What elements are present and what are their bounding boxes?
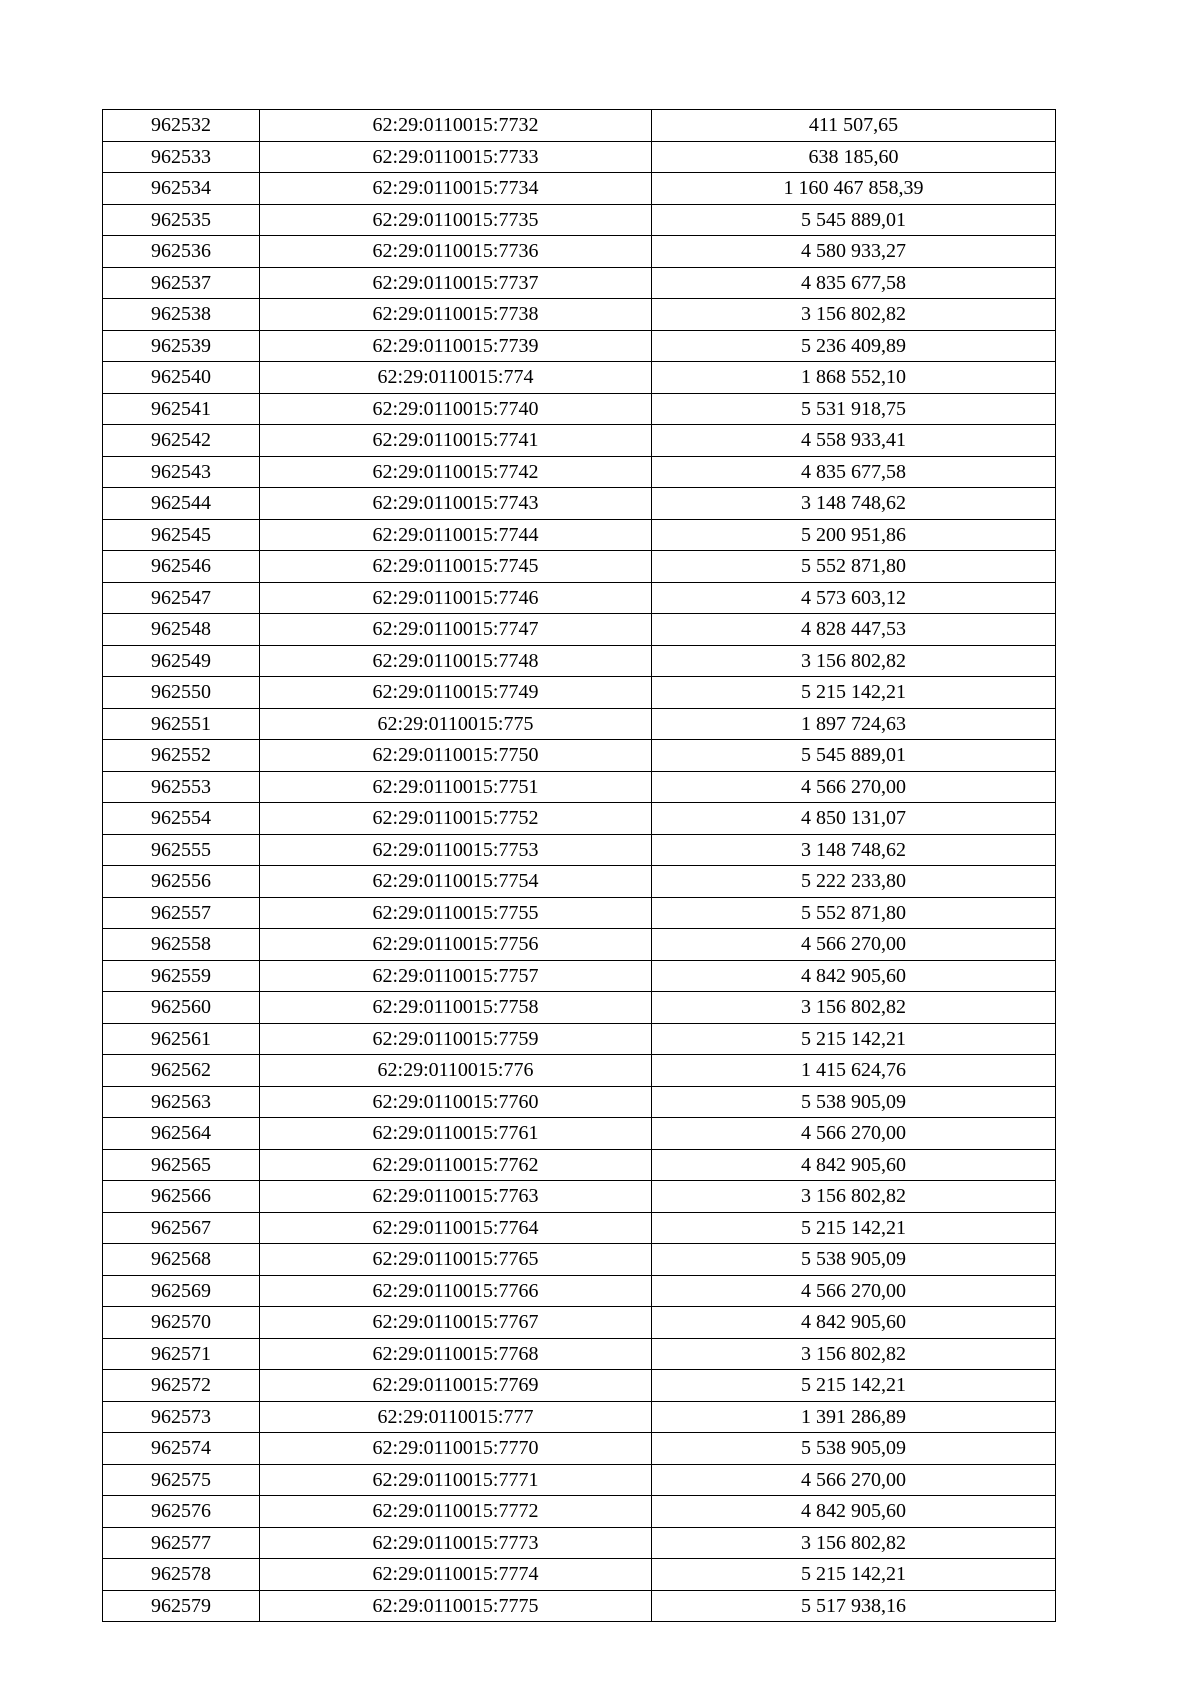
table-row — [103, 1055, 1056, 1087]
cadastral-number-cell: 62:29:0110015:7768 — [260, 1338, 652, 1370]
cadastral-number-cell: 62:29:0110015:7736 — [260, 236, 652, 268]
cadastral-value-cell: 1 415 624,76 — [652, 1055, 1056, 1087]
row-number-cell: 962577 — [103, 1527, 260, 1559]
cadastral-value-cell: 1 897 724,63 — [652, 708, 1056, 740]
cadastral-value-cell: 4 566 270,00 — [652, 771, 1056, 803]
table-row — [103, 330, 1056, 362]
cadastral-number-cell: 62:29:0110015:7764 — [260, 1212, 652, 1244]
cadastral-value-cell: 4 573 603,12 — [652, 582, 1056, 614]
cadastral-number-cell: 62:29:0110015:7739 — [260, 330, 652, 362]
table-row — [103, 708, 1056, 740]
cadastral-value-cell: 411 507,65 — [652, 110, 1056, 142]
row-number-cell: 962551 — [103, 708, 260, 740]
table-row — [103, 960, 1056, 992]
table-row — [103, 1086, 1056, 1118]
table-row — [103, 425, 1056, 457]
table-row — [103, 1464, 1056, 1496]
table-row — [103, 1559, 1056, 1591]
table-row — [103, 1433, 1056, 1465]
cadastral-number-cell: 62:29:0110015:775 — [260, 708, 652, 740]
table-row — [103, 1275, 1056, 1307]
cadastral-value-cell: 5 236 409,89 — [652, 330, 1056, 362]
row-number-cell: 962545 — [103, 519, 260, 551]
row-number-cell: 962571 — [103, 1338, 260, 1370]
cadastral-number-cell: 62:29:0110015:7757 — [260, 960, 652, 992]
cadastral-number-cell: 62:29:0110015:7771 — [260, 1464, 652, 1496]
row-number-cell: 962540 — [103, 362, 260, 394]
table-row — [103, 645, 1056, 677]
cadastral-value-cell: 4 566 270,00 — [652, 1464, 1056, 1496]
table-row — [103, 582, 1056, 614]
row-number-cell: 962573 — [103, 1401, 260, 1433]
cadastral-number-cell: 62:29:0110015:7767 — [260, 1307, 652, 1339]
table-row — [103, 771, 1056, 803]
cadastral-value-cell: 3 156 802,82 — [652, 299, 1056, 331]
cadastral-value-cell: 3 148 748,62 — [652, 834, 1056, 866]
row-number-cell: 962536 — [103, 236, 260, 268]
row-number-cell: 962539 — [103, 330, 260, 362]
table-row — [103, 393, 1056, 425]
cadastral-value-cell: 4 566 270,00 — [652, 1118, 1056, 1150]
row-number-cell: 962576 — [103, 1496, 260, 1528]
row-number-cell: 962569 — [103, 1275, 260, 1307]
row-number-cell: 962534 — [103, 173, 260, 205]
table-row — [103, 677, 1056, 709]
row-number-cell: 962546 — [103, 551, 260, 583]
table-row — [103, 1370, 1056, 1402]
cadastral-number-cell: 62:29:0110015:7737 — [260, 267, 652, 299]
cadastral-number-cell: 62:29:0110015:7740 — [260, 393, 652, 425]
table-row — [103, 204, 1056, 236]
row-number-cell: 962541 — [103, 393, 260, 425]
table-row — [103, 456, 1056, 488]
row-number-cell: 962564 — [103, 1118, 260, 1150]
row-number-cell: 962549 — [103, 645, 260, 677]
row-number-cell: 962579 — [103, 1590, 260, 1622]
row-number-cell: 962563 — [103, 1086, 260, 1118]
cadastral-value-cell: 5 552 871,80 — [652, 551, 1056, 583]
cadastral-value-cell: 3 148 748,62 — [652, 488, 1056, 520]
cadastral-value-cell: 5 215 142,21 — [652, 1212, 1056, 1244]
row-number-cell: 962552 — [103, 740, 260, 772]
cadastral-value-cell: 5 215 142,21 — [652, 1559, 1056, 1591]
cadastral-number-cell: 62:29:0110015:7760 — [260, 1086, 652, 1118]
table-row — [103, 236, 1056, 268]
cadastral-value-cell: 4 828 447,53 — [652, 614, 1056, 646]
cadastral-value-cell: 4 850 131,07 — [652, 803, 1056, 835]
table-row — [103, 1023, 1056, 1055]
table-row — [103, 866, 1056, 898]
cadastral-number-cell: 62:29:0110015:7743 — [260, 488, 652, 520]
row-number-cell: 962542 — [103, 425, 260, 457]
cadastral-number-cell: 62:29:0110015:7733 — [260, 141, 652, 173]
table-row — [103, 1338, 1056, 1370]
cadastral-number-cell: 62:29:0110015:776 — [260, 1055, 652, 1087]
cadastral-number-cell: 62:29:0110015:7732 — [260, 110, 652, 142]
table-row — [103, 1527, 1056, 1559]
row-number-cell: 962535 — [103, 204, 260, 236]
table-row — [103, 803, 1056, 835]
row-number-cell: 962554 — [103, 803, 260, 835]
cadastral-number-cell: 62:29:0110015:7772 — [260, 1496, 652, 1528]
cadastral-value-cell: 5 545 889,01 — [652, 740, 1056, 772]
cadastral-value-cell: 4 842 905,60 — [652, 1149, 1056, 1181]
table-row — [103, 1181, 1056, 1213]
table-row — [103, 1496, 1056, 1528]
row-number-cell: 962570 — [103, 1307, 260, 1339]
table-row — [103, 614, 1056, 646]
cadastral-number-cell: 62:29:0110015:7761 — [260, 1118, 652, 1150]
cadastral-number-cell: 62:29:0110015:7770 — [260, 1433, 652, 1465]
cadastral-value-cell: 5 215 142,21 — [652, 1370, 1056, 1402]
row-number-cell: 962553 — [103, 771, 260, 803]
cadastral-value-cell: 4 835 677,58 — [652, 267, 1056, 299]
table-row — [103, 267, 1056, 299]
cadastral-value-cell: 4 842 905,60 — [652, 960, 1056, 992]
cadastral-value-cell: 5 222 233,80 — [652, 866, 1056, 898]
table-row — [103, 992, 1056, 1024]
row-number-cell: 962566 — [103, 1181, 260, 1213]
row-number-cell: 962568 — [103, 1244, 260, 1276]
row-number-cell: 962547 — [103, 582, 260, 614]
table-row — [103, 1212, 1056, 1244]
table-row — [103, 362, 1056, 394]
cadastral-number-cell: 62:29:0110015:7756 — [260, 929, 652, 961]
row-number-cell: 962561 — [103, 1023, 260, 1055]
cadastral-number-cell: 62:29:0110015:7754 — [260, 866, 652, 898]
cadastral-number-cell: 62:29:0110015:7765 — [260, 1244, 652, 1276]
cadastral-value-cell: 638 185,60 — [652, 141, 1056, 173]
cadastral-number-cell: 62:29:0110015:7746 — [260, 582, 652, 614]
cadastral-value-cell: 4 842 905,60 — [652, 1307, 1056, 1339]
cadastral-number-cell: 62:29:0110015:7748 — [260, 645, 652, 677]
row-number-cell: 962543 — [103, 456, 260, 488]
cadastral-value-cell: 3 156 802,82 — [652, 1527, 1056, 1559]
row-number-cell: 962550 — [103, 677, 260, 709]
table-row — [103, 173, 1056, 205]
cadastral-value-cell: 3 156 802,82 — [652, 992, 1056, 1024]
table-row — [103, 141, 1056, 173]
table-row — [103, 1149, 1056, 1181]
row-number-cell: 962578 — [103, 1559, 260, 1591]
row-number-cell: 962575 — [103, 1464, 260, 1496]
table-row — [103, 897, 1056, 929]
cadastral-number-cell: 62:29:0110015:7744 — [260, 519, 652, 551]
row-number-cell: 962557 — [103, 897, 260, 929]
cadastral-number-cell: 62:29:0110015:7745 — [260, 551, 652, 583]
table-row — [103, 519, 1056, 551]
table-row — [103, 1590, 1056, 1622]
table-row — [103, 1307, 1056, 1339]
cadastral-number-cell: 62:29:0110015:7747 — [260, 614, 652, 646]
cadastral-value-cell: 1 391 286,89 — [652, 1401, 1056, 1433]
cadastral-value-cell: 5 538 905,09 — [652, 1244, 1056, 1276]
row-number-cell: 962558 — [103, 929, 260, 961]
cadastral-value-cell: 5 531 918,75 — [652, 393, 1056, 425]
cadastral-value-cell: 5 215 142,21 — [652, 677, 1056, 709]
table-row — [103, 110, 1056, 142]
cadastral-number-cell: 62:29:0110015:7773 — [260, 1527, 652, 1559]
row-number-cell: 962565 — [103, 1149, 260, 1181]
cadastral-value-cell: 5 538 905,09 — [652, 1433, 1056, 1465]
table-body — [103, 110, 1056, 1622]
cadastral-number-cell: 62:29:0110015:777 — [260, 1401, 652, 1433]
cadastral-number-cell: 62:29:0110015:7775 — [260, 1590, 652, 1622]
row-number-cell: 962533 — [103, 141, 260, 173]
cadastral-value-cell: 4 580 933,27 — [652, 236, 1056, 268]
cadastral-number-cell: 62:29:0110015:7753 — [260, 834, 652, 866]
row-number-cell: 962572 — [103, 1370, 260, 1402]
cadastral-value-table — [102, 109, 1056, 1622]
cadastral-number-cell: 62:29:0110015:7751 — [260, 771, 652, 803]
cadastral-number-cell: 62:29:0110015:7752 — [260, 803, 652, 835]
cadastral-value-cell: 3 156 802,82 — [652, 1181, 1056, 1213]
row-number-cell: 962556 — [103, 866, 260, 898]
cadastral-number-cell: 62:29:0110015:7763 — [260, 1181, 652, 1213]
row-number-cell: 962567 — [103, 1212, 260, 1244]
row-number-cell: 962555 — [103, 834, 260, 866]
cadastral-value-cell: 5 545 889,01 — [652, 204, 1056, 236]
row-number-cell: 962562 — [103, 1055, 260, 1087]
cadastral-number-cell: 62:29:0110015:7769 — [260, 1370, 652, 1402]
row-number-cell: 962532 — [103, 110, 260, 142]
cadastral-number-cell: 62:29:0110015:7755 — [260, 897, 652, 929]
row-number-cell: 962538 — [103, 299, 260, 331]
cadastral-value-cell: 5 215 142,21 — [652, 1023, 1056, 1055]
table-row — [103, 299, 1056, 331]
cadastral-number-cell: 62:29:0110015:7738 — [260, 299, 652, 331]
cadastral-value-cell: 1 160 467 858,39 — [652, 173, 1056, 205]
row-number-cell: 962574 — [103, 1433, 260, 1465]
cadastral-value-cell: 4 842 905,60 — [652, 1496, 1056, 1528]
row-number-cell: 962544 — [103, 488, 260, 520]
cadastral-value-cell: 3 156 802,82 — [652, 645, 1056, 677]
cadastral-value-cell: 4 558 933,41 — [652, 425, 1056, 457]
cadastral-number-cell: 62:29:0110015:7766 — [260, 1275, 652, 1307]
cadastral-value-cell: 4 835 677,58 — [652, 456, 1056, 488]
cadastral-number-cell: 62:29:0110015:7749 — [260, 677, 652, 709]
cadastral-value-cell: 3 156 802,82 — [652, 1338, 1056, 1370]
cadastral-value-cell: 1 868 552,10 — [652, 362, 1056, 394]
cadastral-number-cell: 62:29:0110015:7742 — [260, 456, 652, 488]
table-row — [103, 1244, 1056, 1276]
cadastral-number-cell: 62:29:0110015:774 — [260, 362, 652, 394]
cadastral-value-cell: 4 566 270,00 — [652, 929, 1056, 961]
cadastral-value-cell: 5 552 871,80 — [652, 897, 1056, 929]
cadastral-value-cell: 5 517 938,16 — [652, 1590, 1056, 1622]
row-number-cell: 962559 — [103, 960, 260, 992]
cadastral-value-cell: 5 538 905,09 — [652, 1086, 1056, 1118]
row-number-cell: 962560 — [103, 992, 260, 1024]
cadastral-number-cell: 62:29:0110015:7759 — [260, 1023, 652, 1055]
cadastral-value-cell: 4 566 270,00 — [652, 1275, 1056, 1307]
table-row — [103, 488, 1056, 520]
cadastral-number-cell: 62:29:0110015:7762 — [260, 1149, 652, 1181]
table-row — [103, 1118, 1056, 1150]
cadastral-number-cell: 62:29:0110015:7741 — [260, 425, 652, 457]
table-row — [103, 834, 1056, 866]
cadastral-number-cell: 62:29:0110015:7750 — [260, 740, 652, 772]
cadastral-number-cell: 62:29:0110015:7758 — [260, 992, 652, 1024]
table-row — [103, 740, 1056, 772]
row-number-cell: 962548 — [103, 614, 260, 646]
cadastral-value-cell: 5 200 951,86 — [652, 519, 1056, 551]
row-number-cell: 962537 — [103, 267, 260, 299]
table-row — [103, 551, 1056, 583]
cadastral-number-cell: 62:29:0110015:7774 — [260, 1559, 652, 1591]
cadastral-number-cell: 62:29:0110015:7735 — [260, 204, 652, 236]
table-row — [103, 1401, 1056, 1433]
cadastral-number-cell: 62:29:0110015:7734 — [260, 173, 652, 205]
table-row — [103, 929, 1056, 961]
